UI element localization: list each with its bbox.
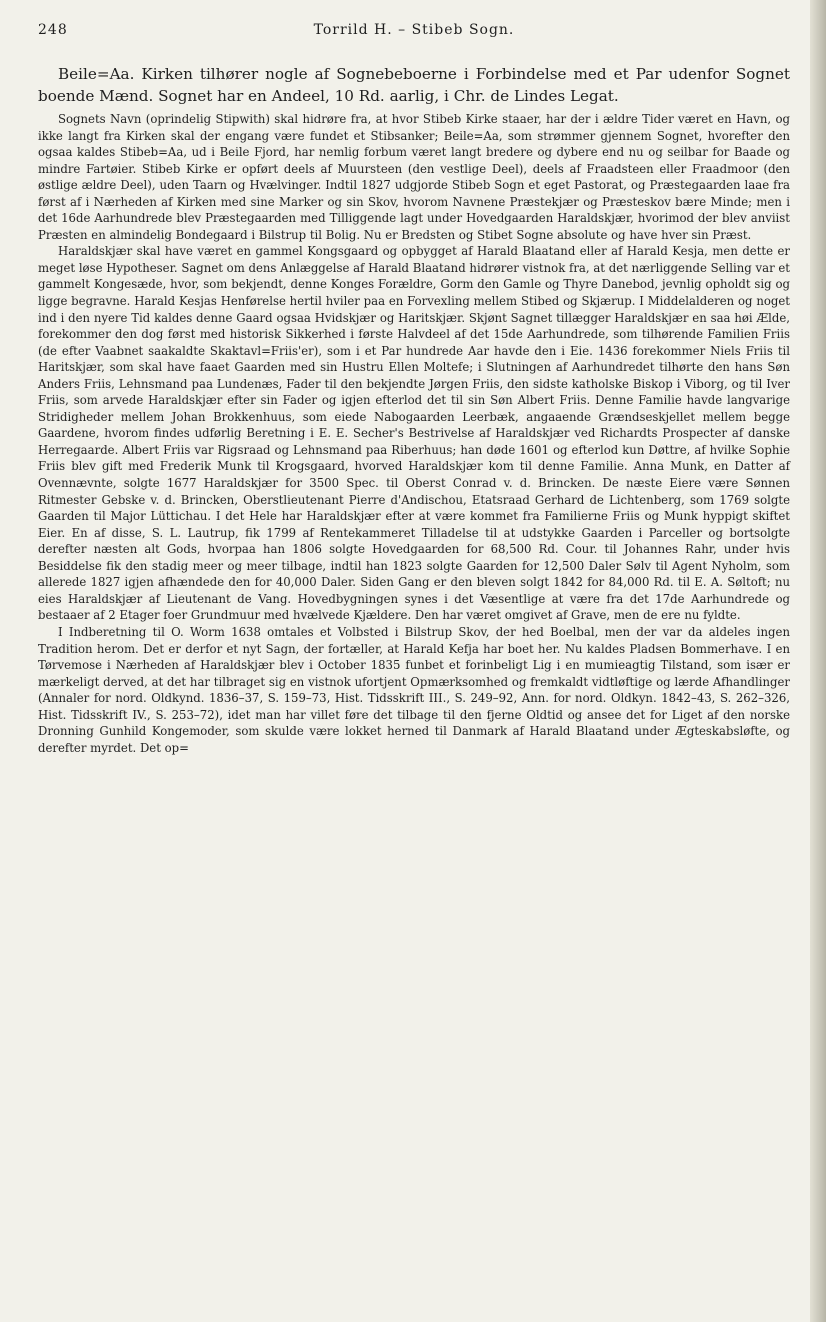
- paragraph-bog-body: I Indberetning til O. Worm 1638 omtales et Volbsted i Bilstrup Skov, der hed Boelbal, men der var da aldeles ingen Tradition herom. Det er derfor et nyt Sagn, der fortæller, at Harald Kefja har boet her. Nu kaldes Pladsen Bommerhave. I en Tørvemose i Nærheden af Haraldskjær blev i October 1835 funbet et forinbeligt Lig i en mumieagtig Tilstand, som især er mærkeligt derved, at det har tilbraget sig en vistnok ufortjent Opmærksomhed og fremkaldt vidtløftige og lærde Afhandlinger (Annaler for nord. Oldkynd. 1836–37, S. 159–73, Hist. Tidsskrift III., S. 249–92, Ann. for nord. Oldkyn. 1842–43, S. 262–326, Hist. Tidsskrift IV., S. 253–72), idet man har villet føre det tilbage til den fjerne Oldtid og ansee det for Liget af den norske Dronning Gunhild Kongemoder, som skulde være lokket herned til Danmark af Harald Blaatand under Ægteskabsløfte, og derefter myrdet. Det op=: [38, 624, 790, 755]
- page-body: [38, 64, 790, 756]
- opening-paragraph: Beile=Aa. Kirken tilhører nogle af Sognebeboerne i Forbindelse med et Par udenfor Sognet boende Mænd. Sognet har en Andeel, 10 Rd. aarlig, i Chr. de Lindes Legat.: [38, 65, 790, 105]
- paragraph-sogn-history: Sognets Navn (oprindelig Stipwith) skal hidrøre fra, at hvor Stibeb Kirke staaer, har der i ældre Tider været en Havn, og ikke langt fra Kirken skal der engang være fundet et Stibsanker; Beile=Aa, som strømmer gjennem Sognet, hvorefter den ogsaa kaldes Stibeb=Aa, ud i Beile Fjord, har nemlig forbum været langt bredere og dybere end nu og seilbar for Baade og mindre Fartøier. Stibeb Kirke er opført deels af Muursteen (den vestlige Deel), deels af Fraadsteen eller Fraadmoor (den østlige ældre Deel), uden Taarn og Hvælvinger. Indtil 1827 udgjorde Stibeb Sogn et eget Pastorat, og Præstegaarden laae fra først af i Nærheden af Kirken med sine Marker og sin Skov, hvorom Navnene Præstekjær og Præsteskov bære Minde; men i det 16de Aarhundrede blev Præstegaarden med Tilliggende lagt under Hovedgaarden Haraldskjær, hvorimod der blev anviist Præsten en almindelig Bondegaard i Bilstrup til Bolig. Nu er Bredsten og Stibet Sogne absolute og have hver sin Præst.: [38, 112, 790, 242]
- page-edge: [810, 0, 826, 1322]
- page-number: 248: [38, 22, 68, 38]
- running-title: Torrild H. – Stibeb Sogn.: [313, 22, 515, 38]
- page-header: [38, 22, 790, 42]
- paragraph-haraldskjaer: Haraldskjær skal have været en gammel Kongsgaard og opbygget af Harald Blaatand eller af Harald Kesja, men dette er meget løse Hypotheser. Sagnet om dens Anlæggelse af Harald Blaatand hidrører vistnok fra, at det nærliggende Selling var et gammelt Kongesæde, hvor, som bekjendt, denne Konges Forældre, Gorm den Gamle og Thyre Danebod, jevnlig opholdt sig og ligge begravne. Harald Kesjas Henførelse hertil hviler paa en Forvexling mellem Stibed og Skjærup. I Middelalderen og noget ind i den nyere Tid kaldes denne Gaard ogsaa Hvidskjær og Haritskjær. Skjønt Sagnet tillægger Haraldskjær en saa høi Ælde, forekommer den dog først med historisk Sikkerhed i første Halvdeel af det 15de Aarhundrede, som tilhørende Familien Friis (de efter Vaabnet saakaldte Skaktavl=Friis'er), som i et Par hundrede Aar havde den i Eie. 1436 forekommer Niels Friis til Haritskjær, som skal have faaet Gaarden med sin Hustru Ellen Moltefe; i Slutningen af Aarhundredet tilhørte den hans Søn Anders Friis, Lehnsmand paa Lundenæs, Fader til den bekjendte Jørgen Friis, den sidste katholske Biskop i Viborg, og til Iver Friis, som arvede Haraldskjær efter sin Fader og igjen efterlod det til sin Søn Albert Friis. Denne Familie havde langvarige Stridigheder mellem Johan Brokkenhuus, som eiede Nabogaarden Leerbæk, angaaende Grændseskjellet mellem begge Gaardene, hvorom findes udførlig Beretning i E. E. Secher's Bestrivelse af Haraldskjær ved Richardts Prospecter af danske Herregaarde. Albert Friis var Rigsraad og Lehnsmand paa Riberhuus; han døde 1601 og efterlod kun Døttre, af hvilke Sophie Friis blev gift med Frederik Munk til Krogsgaard, hvorved Haraldskjær kom til denne Familie. Anna Munk, en Datter af Ovennævnte, solgte 1677 Haraldskjær for 3500 Spec. til Oberst Conrad v. d. Brincken. De næste Eiere være Sønnen Ritmester Gebske v. d. Brincken, Oberstlieutenant Pierre d'Andischou, Etatsraad Gerhard de Lichtenberg, som 1769 solgte Gaarden til Major Lüttichau. I det Hele har Haraldskjær efter at være kommet fra Familierne Friis og Munk hyppigt skiftet Eier. En af disse, S. L. Lautrup, fik 1799 af Rentekammeret Tilladelse til at udstykke Gaarden i Parceller og bortsolgte derefter næsten alt Gods, hvorpaa han 1806 solgte Hovedgaarden for 68,500 Rd. Cour. til Johannes Rahr, under hvis Besiddelse fik den stadig meer og meer tilbage, indtil han 1823 solgte Gaarden for 12,500 Daler Sølv til Agent Nyholm, som allerede 1827 igjen afhændede den for 40,000 Daler. Siden Gang er den bleven solgt 1842 for 84,000 Rd. til E. A. Søltoft; nu eies Haraldskjær af Lieutenant de Vang. Hovedbygningen synes i det Væsentlige at være fra det 17de Aarhundrede og bestaaer af 2 Etager foer Grundmuur med hvælvede Kjældere. Den har været omgivet af Grave, men de ere nu fyldte.: [38, 244, 790, 623]
